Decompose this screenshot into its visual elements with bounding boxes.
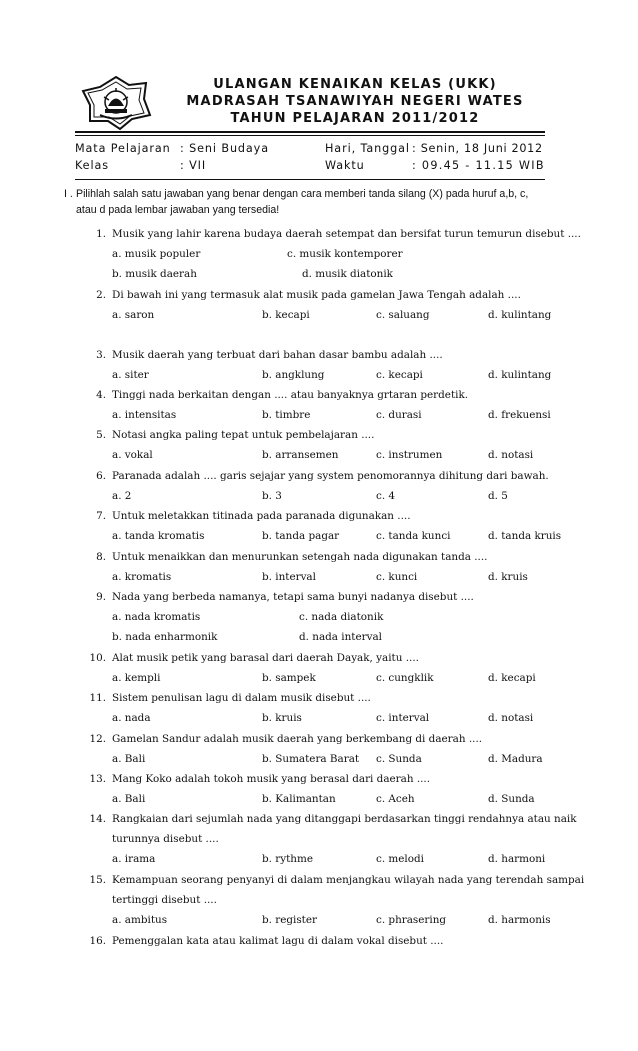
answer-option: d. notasi <box>488 449 534 461</box>
question-number: 5. <box>96 429 106 441</box>
question-number: 13. <box>89 773 106 785</box>
answer-option: d. nada interval <box>299 631 382 643</box>
time-label: Waktu <box>325 159 365 172</box>
answer-option: a. Bali <box>112 753 146 765</box>
answer-option: b. rythme <box>262 853 313 865</box>
answer-option: d. harmonis <box>488 914 551 926</box>
school-name: MADRASAH TSANAWIYAH NEGERI WATES <box>186 94 524 109</box>
question-number: 7. <box>96 510 106 522</box>
answer-option: d. Madura <box>488 753 543 765</box>
answer-option: a. saron <box>112 309 155 321</box>
answer-option: b. arransemen <box>262 449 339 461</box>
answer-option: c. Aceh <box>376 793 415 805</box>
question-number: 16. <box>89 935 106 947</box>
question-number: 11. <box>89 692 106 704</box>
header-divider-thick <box>75 131 545 133</box>
question-number: 10. <box>89 652 106 664</box>
question-text: Kemampuan seorang penyanyi di dalam menjangkau wilayah nada yang terendah sampai <box>112 874 585 886</box>
answer-option: b. Sumatera Barat <box>262 753 360 765</box>
answer-option: d. harmoni <box>488 853 546 865</box>
question-number: 15. <box>89 874 106 886</box>
question-text: Gamelan Sandur adalah musik daerah yang berkembang di daerah .... <box>112 733 483 745</box>
question-text: Musik daerah yang terbuat dari bahan dasar bambu adalah .... <box>112 349 443 361</box>
answer-option: b. interval <box>262 571 316 583</box>
answer-option: b. nada enharmonik <box>112 631 218 643</box>
date-label: Hari, Tanggal <box>325 142 410 155</box>
question-text: Mang Koko adalah tokoh musik yang berasal dari daerah .... <box>112 773 431 785</box>
answer-option: c. 4 <box>376 490 396 502</box>
subject-label: Mata Pelajaran <box>75 142 171 155</box>
question-text: Nada yang berbeda namanya, tetapi sama bunyi nadanya disebut .... <box>112 591 474 603</box>
answer-option: a. kromatis <box>112 571 172 583</box>
answer-option: c. instrumen <box>376 449 443 461</box>
instruction-line-2: atau d pada lembar jawaban yang tersedia! <box>76 204 280 216</box>
question-text: Tinggi nada berkaitan dengan .... atau banyaknya grtaran perdetik. <box>112 389 469 401</box>
answer-option: d. tanda kruis <box>488 530 562 542</box>
question-number: 3. <box>96 349 106 361</box>
answer-option: d. 5 <box>488 490 508 502</box>
answer-option: a. nada <box>112 712 151 724</box>
answer-option: a. intensitas <box>112 409 177 421</box>
question-text: Untuk meletakkan titinada pada paranada digunakan .... <box>112 510 411 522</box>
exam-title: ULANGAN KENAIKAN KELAS (UKK) <box>213 77 497 92</box>
answer-option: a. ambitus <box>112 914 168 926</box>
answer-option: b. kecapi <box>262 309 310 321</box>
question-number: 14. <box>89 813 106 825</box>
answer-option: b. kruis <box>262 712 302 724</box>
answer-option: b. Kalimantan <box>262 793 336 805</box>
answer-option: c. durasi <box>376 409 422 421</box>
question-text: Pemenggalan kata atau kalimat lagu di dalam vokal disebut .... <box>112 935 444 947</box>
answer-option: d. musik diatonik <box>302 268 393 280</box>
question-number: 1. <box>96 228 106 240</box>
question-number: 6. <box>96 470 106 482</box>
answer-option: c. kunci <box>376 571 418 583</box>
answer-option: b. timbre <box>262 409 311 421</box>
info-divider <box>75 179 545 180</box>
answer-option: a. 2 <box>112 490 132 502</box>
answer-option: d. frekuensi <box>488 409 551 421</box>
question-number: 12. <box>89 733 106 745</box>
question-text: Alat musik petik yang barasal dari daerah Dayak, yaitu .... <box>112 652 419 664</box>
date-value: : Senin, 18 Juni 2012 <box>412 142 543 155</box>
answer-option: c. interval <box>376 712 430 724</box>
section-instructions <box>64 186 564 218</box>
answer-option: a. vokal <box>112 449 153 461</box>
question-text: turunnya disebut .... <box>112 833 219 845</box>
header-divider-thin <box>75 135 545 136</box>
answer-option: c. tanda kunci <box>376 530 451 542</box>
answer-option: c. nada diatonik <box>299 611 384 623</box>
question-text: Musik yang lahir karena budaya daerah setempat dan bersifat turun temurun disebut .... <box>112 228 581 240</box>
answer-option: b. register <box>262 914 317 926</box>
answer-option: d. notasi <box>488 712 534 724</box>
answer-option: d. kulintang <box>488 369 552 381</box>
academic-year: TAHUN PELAJARAN 2011/2012 <box>230 111 480 126</box>
question-text: Notasi angka paling tepat untuk pembelajaran .... <box>112 429 375 441</box>
class-value: : VII <box>180 159 207 172</box>
question-number: 9. <box>96 591 106 603</box>
answer-option: d. kecapi <box>488 672 536 684</box>
answer-option: c. Sunda <box>376 753 422 765</box>
answer-option: c. melodi <box>376 853 424 865</box>
answer-option: b. sampek <box>262 672 316 684</box>
answer-option: a. kempli <box>112 672 161 684</box>
answer-option: d. kulintang <box>488 309 552 321</box>
answer-option: d. Sunda <box>488 793 535 805</box>
answer-option: a. Bali <box>112 793 146 805</box>
time-value: : 09.45 - 11.15 WIB <box>412 159 545 172</box>
answer-option: c. saluang <box>376 309 430 321</box>
answer-option: b. musik daerah <box>112 268 197 280</box>
answer-option: b. tanda pagar <box>262 530 340 542</box>
class-label: Kelas <box>75 159 109 172</box>
instruction-line-1: Pilihlah salah satu jawaban yang benar dengan cara memberi tanda silang (X) pada huruf a,b, c, <box>76 188 529 200</box>
question-text: Rangkaian dari sejumlah nada yang ditanggapi berdasarkan tinggi rendahnya atau naik <box>112 813 577 825</box>
question-text: Sistem penulisan lagu di dalam musik disebut .... <box>112 692 371 704</box>
section-number: I . <box>64 188 73 200</box>
question-text: tertinggi disebut .... <box>112 894 217 906</box>
question-number: 4. <box>96 389 106 401</box>
answer-option: b. 3 <box>262 490 282 502</box>
answer-option: a. tanda kromatis <box>112 530 205 542</box>
answer-option: a. irama <box>112 853 156 865</box>
answer-option: b. angklung <box>262 369 325 381</box>
answer-option: c. cungklik <box>376 672 434 684</box>
answer-option: a. musik populer <box>112 248 201 260</box>
question-text: Di bawah ini yang termasuk alat musik pada gamelan Jawa Tengah adalah .... <box>112 289 521 301</box>
answer-option: d. kruis <box>488 571 528 583</box>
question-number: 2. <box>96 289 106 301</box>
answer-option: c. kecapi <box>376 369 423 381</box>
question-text: Untuk menaikkan dan menurunkan setengah nada digunakan tanda .... <box>112 551 488 563</box>
answer-option: a. nada kromatis <box>112 611 201 623</box>
ministry-logo-icon <box>80 75 152 131</box>
answer-option: c. musik kontemporer <box>287 248 403 260</box>
answer-option: a. siter <box>112 369 149 381</box>
question-text: Paranada adalah .... garis sejajar yang system penomorannya dihitung dari bawah. <box>112 470 549 482</box>
question-number: 8. <box>96 551 106 563</box>
subject-value: : Seni Budaya <box>180 142 269 155</box>
answer-option: c. phrasering <box>376 914 447 926</box>
